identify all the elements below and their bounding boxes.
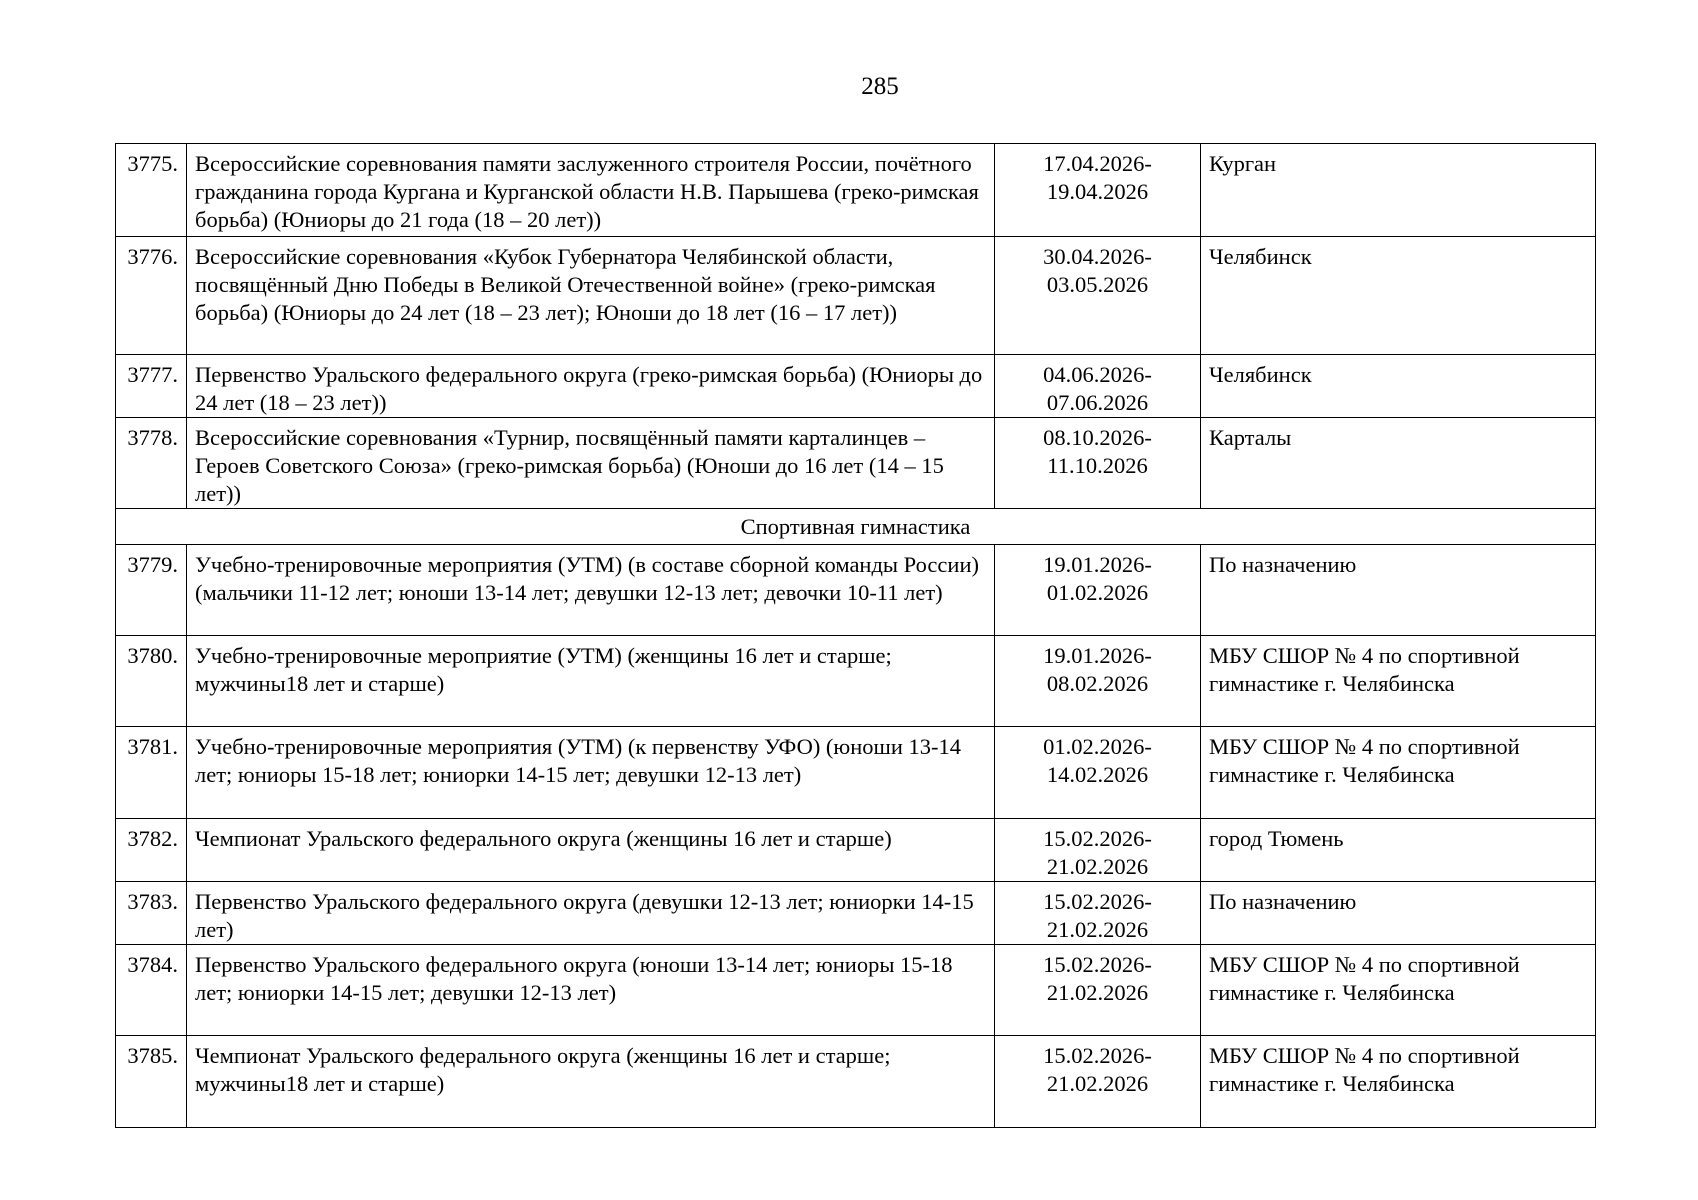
event-place: МБУ СШОР № 4 по спортивной гимнастике г. Челябинска	[1201, 945, 1596, 1036]
event-dates	[995, 545, 1201, 636]
date-end: 01.02.2026	[1046, 580, 1149, 605]
date-start: 17.04.2026-	[1043, 151, 1152, 176]
event-name: Учебно-тренировочные мероприятие (УТМ) (женщины 16 лет и старше; мужчины18 лет и старше)	[187, 636, 995, 727]
table-row	[116, 237, 1596, 355]
table-row	[116, 418, 1596, 509]
page-number: 285	[861, 73, 899, 100]
date-end: 21.02.2026	[1046, 980, 1149, 1005]
event-place: МБУ СШОР № 4 по спортивной гимнастике г. Челябинска	[1201, 1036, 1596, 1128]
event-name: Всероссийские соревнования «Кубок Губернатора Челябинской области, посвящённый Дню Победы в Великой Отечественной войне» (греко-римская борьба) (Юниоры до 24 лет (18 – 23 лет); Юноши до 18 лет (16 – 17 лет))	[187, 237, 995, 355]
row-number: 3775.	[116, 144, 187, 237]
table-row	[116, 144, 1596, 237]
event-dates	[995, 882, 1201, 945]
date-end: 21.02.2026	[1046, 1071, 1149, 1096]
event-name: Всероссийские соревнования памяти заслуженного строителя России, почётного гражданина города Кургана и Курганской области Н.В. Парышева (греко-римская борьба) (Юниоры до 21 года (18 – 20 лет))	[187, 144, 995, 237]
event-dates	[995, 727, 1201, 819]
row-number: 3781.	[116, 727, 187, 819]
event-name: Первенство Уральского федерального округа (греко-римская борьба) (Юниоры до 24 лет (18 – 23 лет))	[187, 355, 995, 418]
section-header-row	[116, 509, 1596, 545]
row-number: 3783.	[116, 882, 187, 945]
event-name: Чемпионат Уральского федерального округа (женщины 16 лет и старше)	[187, 819, 995, 882]
event-name: Первенство Уральского федерального округа (юноши 13-14 лет; юниоры 15-18 лет; юниорки 14-15 лет; девушки 12-13 лет)	[187, 945, 995, 1036]
table-row	[116, 1036, 1596, 1128]
date-end: 08.02.2026	[1046, 671, 1149, 696]
date-end: 03.05.2026	[1046, 272, 1149, 297]
event-dates	[995, 1036, 1201, 1128]
event-dates	[995, 355, 1201, 418]
event-place: Челябинск	[1201, 355, 1596, 418]
event-place: По назначению	[1201, 882, 1596, 945]
table-row	[116, 355, 1596, 418]
row-number: 3785.	[116, 1036, 187, 1128]
table-row	[116, 819, 1596, 882]
date-end: 19.04.2026	[1046, 179, 1149, 204]
date-start: 15.02.2026-	[1043, 889, 1152, 914]
event-place: МБУ СШОР № 4 по спортивной гимнастике г. Челябинска	[1201, 727, 1596, 819]
date-end: 21.02.2026	[1046, 854, 1149, 879]
row-number: 3778.	[116, 418, 187, 509]
event-place: Карталы	[1201, 418, 1596, 509]
date-start: 15.02.2026-	[1043, 826, 1152, 851]
date-start: 08.10.2026-	[1043, 425, 1152, 450]
event-place: город Тюмень	[1201, 819, 1596, 882]
event-name: Первенство Уральского федерального округа (девушки 12-13 лет; юниорки 14-15 лет)	[187, 882, 995, 945]
event-name: Учебно-тренировочные мероприятия (УТМ) (к первенству УФО) (юноши 13-14 лет; юниоры 15-18 лет; юниорки 14-15 лет; девушки 12-13 лет)	[187, 727, 995, 819]
table-row	[116, 945, 1596, 1036]
date-start: 30.04.2026-	[1043, 244, 1152, 269]
event-place: МБУ СШОР № 4 по спортивной гимнастике г. Челябинска	[1201, 636, 1596, 727]
event-dates	[995, 144, 1201, 237]
event-dates	[995, 945, 1201, 1036]
table-row	[116, 636, 1596, 727]
row-number: 3776.	[116, 237, 187, 355]
date-end: 21.02.2026	[1046, 917, 1149, 942]
event-dates	[995, 237, 1201, 355]
event-name: Всероссийские соревнования «Турнир, посвящённый памяти карталинцев – Героев Советского Союза» (греко-римская борьба) (Юноши до 16 лет (14 – 15 лет))	[187, 418, 995, 509]
event-place: По назначению	[1201, 545, 1596, 636]
section-title: Спортивная гимнастика	[116, 509, 1596, 545]
row-number: 3782.	[116, 819, 187, 882]
event-dates	[995, 819, 1201, 882]
date-start: 04.06.2026-	[1043, 362, 1152, 387]
date-start: 19.01.2026-	[1043, 643, 1152, 668]
row-number: 3784.	[116, 945, 187, 1036]
event-name: Учебно-тренировочные мероприятия (УТМ) (в составе сборной команды России) (мальчики 11-12 лет; юноши 13-14 лет; девушки 12-13 лет; девочки 10-11 лет)	[187, 545, 995, 636]
table-row	[116, 545, 1596, 636]
row-number: 3779.	[116, 545, 187, 636]
row-number: 3777.	[116, 355, 187, 418]
event-dates	[995, 418, 1201, 509]
date-start: 01.02.2026-	[1043, 734, 1152, 759]
row-number: 3780.	[116, 636, 187, 727]
event-place: Челябинск	[1201, 237, 1596, 355]
event-dates	[995, 636, 1201, 727]
date-end: 07.06.2026	[1046, 390, 1149, 415]
events-table	[115, 143, 1596, 1128]
table-row	[116, 727, 1596, 819]
table-row	[116, 882, 1596, 945]
date-end: 14.02.2026	[1046, 762, 1149, 787]
date-start: 15.02.2026-	[1043, 952, 1152, 977]
date-start: 19.01.2026-	[1043, 552, 1152, 577]
date-end: 11.10.2026	[1047, 453, 1148, 478]
event-name: Чемпионат Уральского федерального округа (женщины 16 лет и старше; мужчины18 лет и старше)	[187, 1036, 995, 1128]
event-place: Курган	[1201, 144, 1596, 237]
date-start: 15.02.2026-	[1043, 1043, 1152, 1068]
